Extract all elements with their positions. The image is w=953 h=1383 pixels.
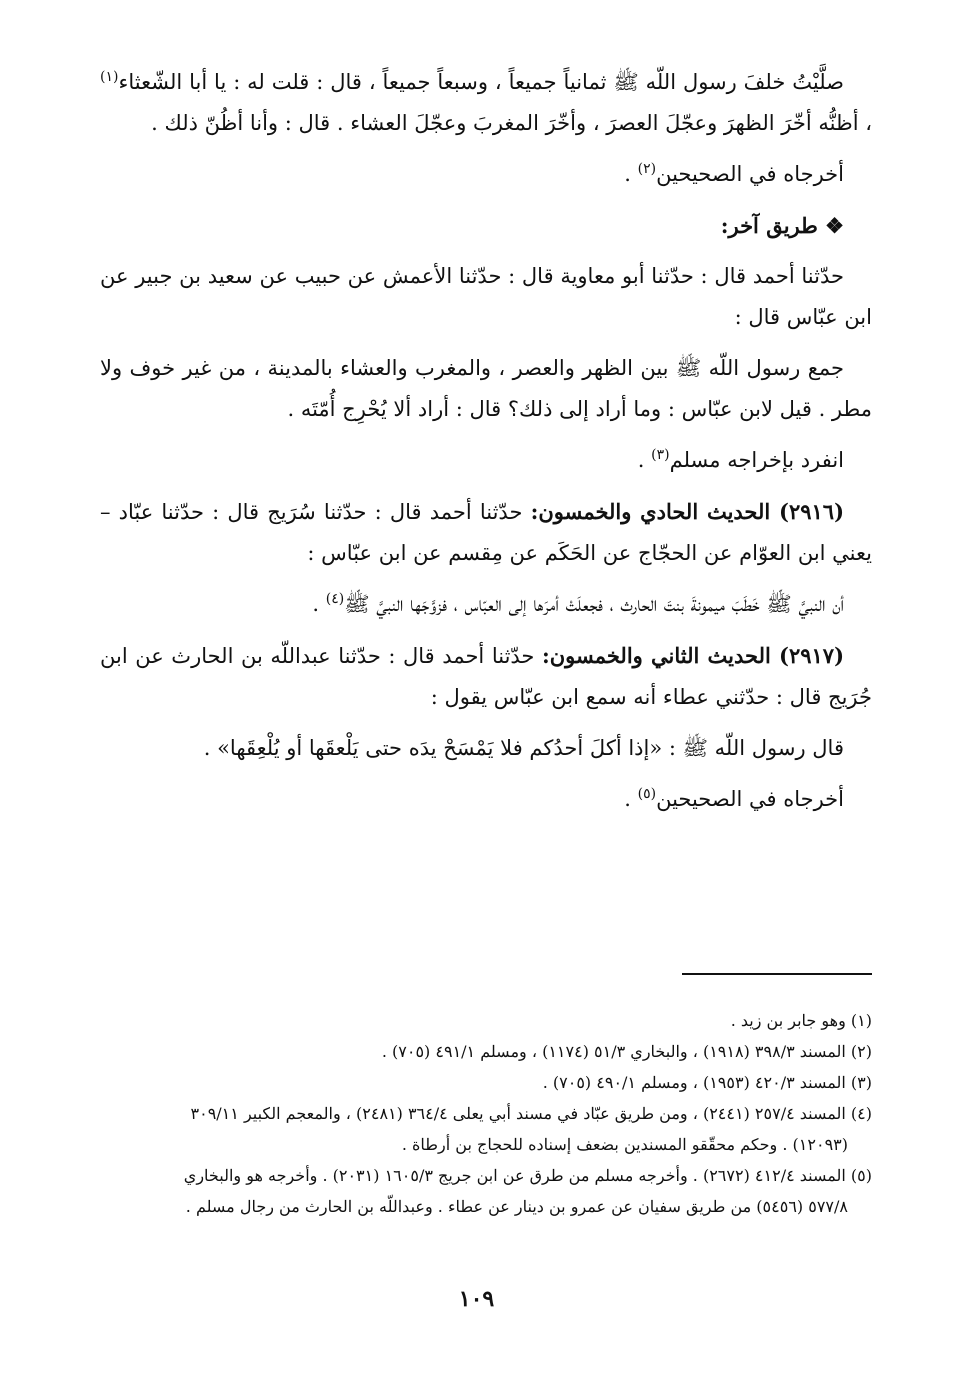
paragraph-hadith-text-3 bbox=[100, 584, 872, 625]
main-text bbox=[100, 62, 872, 830]
paragraph-punct: . bbox=[624, 787, 638, 811]
paragraph-source-1 bbox=[100, 154, 872, 195]
paragraph-source-3 bbox=[100, 779, 872, 820]
footnote-ref-2[interactable]: (٢) bbox=[637, 161, 657, 177]
footnote-2: (٢) المسند ٣٩٨/٣ (١٩١٨) ، والبخاري ٥١/٣ (١١٧٤) ، ومسلم ٤٩١/١ (٧٠٥) . bbox=[381, 1042, 872, 1061]
paragraph-hadith-text-2: جمع رسول اللّه ﷺ بين الظهر والعصر ، والمغرب والعشاء بالمدينة ، من غير خوف ولا مطر . قيل لابن عبّاس : وما أراد إلى ذلك؟ قال : أراد ألا يُحْرِج أُمّتَه . bbox=[100, 356, 872, 421]
paragraph-punct: . bbox=[637, 448, 652, 472]
paragraph-text: صلَّيْتُ خلفَ رسول اللّه ﷺ ثمانياً جميعاً ، وسبعاً جميعاً ، قال : قلت له : يا أبا الشّعثاء bbox=[118, 70, 844, 94]
footnote-separator bbox=[682, 973, 872, 975]
page-number: ١٠٩ bbox=[458, 1286, 495, 1312]
footnote-ref-4[interactable]: (٤) bbox=[325, 591, 345, 607]
paragraph-hadith-text-4: قال رسول اللّه ﷺ : «إذا أكلَ أحدُكم فلا يَمْسَحْ يدَه حتى يَلْعقَها أو يُلْعِقَها» . bbox=[203, 736, 844, 760]
paragraph-text: أن النبيَّ ﷺ خَطَبَ ميمونةَ بنتَ الحارث ، فجعلَتْ أمرَها إلى العبّاس ، فزوَّجَها النبيَّ ﷺ bbox=[344, 592, 844, 616]
footnote-ref-1[interactable]: (١) bbox=[100, 69, 119, 85]
paragraph-text: أخرجاه في الصحيحين bbox=[656, 162, 844, 186]
hadith-title: (٢٩١٧) الحديث الثاني والخمسون: bbox=[541, 643, 844, 668]
footnote-5-continued: ٥٧٧/٨ (٥٤٥٦) من طريق سفيان عن عمرو بن دينار عن عطاء . وعبداللّه بن الحارث من رجال مسلم . bbox=[185, 1197, 848, 1216]
sub-heading: ❖ طريق آخر: bbox=[720, 213, 844, 238]
paragraph-text: ، أظنُّه أخّرَ الظهرَ وعجّلَ العصرَ ، وأخّرَ المغربَ وعجّلَ العشاء . قال : وأنا أظُنّ ذلك . bbox=[151, 111, 872, 135]
footnote-5: (٥) المسند ٤١٢/٤ (٢٦٧٢) . وأخرجه مسلم من طرق عن ابن جريج ١٦٠٥/٣ (٢٠٣١) . وأخرجه هو والبخاري bbox=[183, 1166, 872, 1185]
paragraph-hadith-2917 bbox=[100, 635, 872, 718]
hadith-title: (٢٩١٦) الحديث الحادي والخمسون: bbox=[530, 499, 844, 524]
footnote-ref-5[interactable]: (٥) bbox=[637, 786, 657, 802]
footnote-1: (١) وهو جابر بن زيد . bbox=[730, 1011, 872, 1030]
paragraph-hadith-text-1 bbox=[100, 62, 872, 144]
paragraph-text: حدّثنا أحمد قال : حدّثنا سُرَيج قال : حدّثنا عبّاد – يعني ابن العوّام عن الحجّاج عن الحَكَم عن مِقسم عن ابن عبّاس : bbox=[100, 500, 872, 565]
paragraph-source-2 bbox=[100, 440, 872, 481]
paragraph-punct: . bbox=[312, 592, 326, 616]
paragraph-hadith-2916 bbox=[100, 491, 872, 574]
footnotes bbox=[100, 1005, 872, 1222]
paragraph-text: أخرجاه في الصحيحين bbox=[656, 787, 844, 811]
footnote-ref-3[interactable]: (٣) bbox=[651, 447, 670, 463]
paragraph-isnad-1: حدّثنا أحمد قال : حدّثنا أبو معاوية قال : حدّثنا الأعمش عن حبيب عن سعيد بن جبير عن ابن عبّاس قال : bbox=[100, 264, 872, 329]
paragraph-punct: . bbox=[624, 162, 638, 186]
paragraph-text: حدّثنا أحمد قال : حدّثنا عبداللّه بن الحارث عن ابن جُرَيج قال : حدّثني عطاء أنه سمع ابن عبّاس يقول : bbox=[100, 644, 872, 709]
footnote-4: (٤) المسند ٢٥٧/٤ (٢٤٤١) ، ومن طريق عبّاد في مسند أبي يعلى ٣٦٤/٤ (٢٤٨١) ، والمعجم الكبير ٣٠٩/١١ bbox=[190, 1104, 872, 1123]
paragraph-text: انفرد بإخراجه مسلم bbox=[669, 448, 844, 472]
footnote-4-continued: (١٢٠٩٣) . وحكم محقّقو المسندين بضعف إسناده للحجاج بن أرطاة . bbox=[401, 1135, 848, 1154]
footnote-3: (٣) المسند ٤٢٠/٣ (١٩٥٣) ، ومسلم ٤٩٠/١ (٧٠٥) . bbox=[542, 1073, 872, 1092]
